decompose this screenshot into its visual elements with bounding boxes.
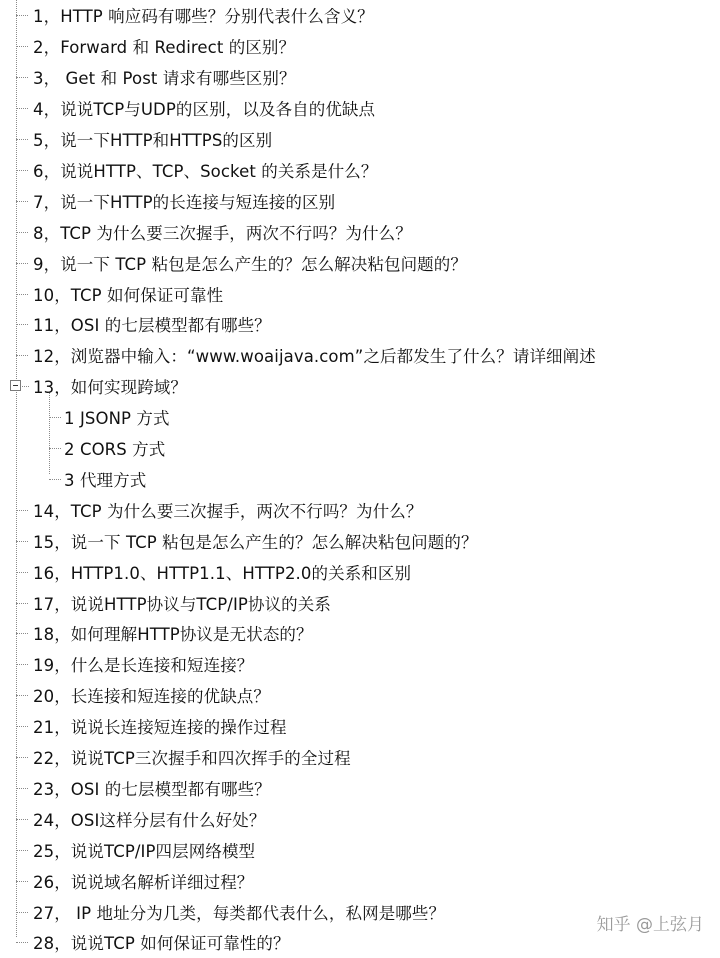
tree-connector bbox=[16, 881, 28, 882]
tree-item[interactable] bbox=[0, 587, 720, 618]
tree-connector bbox=[49, 448, 61, 449]
tree-item-label: 10，TCP 如何保证可靠性 bbox=[33, 285, 224, 305]
watermark: 知乎 @上弦月 bbox=[596, 915, 704, 935]
tree-connector bbox=[16, 726, 28, 727]
tree-item[interactable] bbox=[0, 680, 720, 711]
tree-connector bbox=[16, 541, 28, 542]
tree-item-label: 13，如何实现跨域？ bbox=[33, 378, 187, 398]
tree-item-label: 19，什么是长连接和短连接？ bbox=[33, 656, 254, 676]
tree-connector bbox=[16, 664, 28, 665]
tree-connector bbox=[16, 603, 28, 604]
tree-item-label: 2，Forward 和 Redirect 的区别？ bbox=[33, 38, 296, 58]
tree-item-label: 17，说说HTTP协议与TCP/IP协议的关系 bbox=[33, 594, 331, 614]
tree-item[interactable] bbox=[0, 556, 720, 587]
tree-item[interactable] bbox=[0, 155, 720, 186]
tree-connector bbox=[16, 201, 28, 202]
tree-connector bbox=[16, 232, 28, 233]
tree-item[interactable] bbox=[0, 216, 720, 247]
tree-item[interactable] bbox=[0, 494, 720, 525]
tree-item-label: 4，说说TCP与UDP的区别，以及各自的优缺点 bbox=[33, 100, 376, 120]
tree-connector bbox=[16, 46, 28, 47]
tree-connector bbox=[16, 170, 28, 171]
tree-item-label: 21，说说长连接短连接的操作过程 bbox=[33, 718, 287, 738]
tree-item-label: 2 CORS 方式 bbox=[64, 440, 166, 460]
tree-connector bbox=[16, 294, 28, 295]
tree-item[interactable] bbox=[0, 865, 720, 896]
tree-item[interactable] bbox=[0, 649, 720, 680]
tree-item[interactable] bbox=[0, 525, 720, 556]
tree-connector bbox=[16, 757, 28, 758]
tree-item-label: 1 JSONP 方式 bbox=[64, 409, 170, 429]
collapse-toggle-icon[interactable] bbox=[10, 380, 21, 391]
tree-item[interactable] bbox=[0, 711, 720, 742]
tree-connector bbox=[16, 263, 28, 264]
tree-item-label: 15，说一下 TCP 粘包是怎么产生的？怎么解决粘包问题的？ bbox=[33, 532, 478, 552]
tree-item-label: 1，HTTP 响应码有哪些？分别代表什么含义？ bbox=[33, 7, 374, 27]
tree-item-label: 16，HTTP1.0、HTTP1.1、HTTP2.0的关系和区别 bbox=[33, 563, 412, 583]
tree-item-label: 6，说说HTTP、TCP、Socket 的关系是什么？ bbox=[33, 161, 378, 181]
tree-connector bbox=[16, 633, 28, 634]
tree-item[interactable] bbox=[0, 278, 720, 309]
tree-item[interactable] bbox=[0, 0, 720, 31]
tree-item-label: 28，说说TCP 如何保证可靠性的？ bbox=[33, 934, 290, 954]
tree-item-label: 3， Get 和 Post 请求有哪些区别？ bbox=[33, 69, 296, 89]
tree-item[interactable] bbox=[0, 371, 720, 402]
tree-subitem[interactable] bbox=[0, 464, 720, 495]
tree-connector bbox=[16, 510, 28, 511]
tree-subitem[interactable] bbox=[0, 433, 720, 464]
tree-item-label: 26，说说域名解析详细过程？ bbox=[33, 872, 254, 892]
tree-connector bbox=[16, 77, 28, 78]
tree-item-label: 22，说说TCP三次握手和四次挥手的全过程 bbox=[33, 749, 351, 769]
tree-item-label: 9，说一下 TCP 粘包是怎么产生的？怎么解决粘包问题的？ bbox=[33, 254, 467, 274]
tree-item[interactable] bbox=[0, 31, 720, 62]
tree-connector bbox=[16, 108, 28, 109]
tree-connector bbox=[16, 788, 28, 789]
tree-item-label: 25，说说TCP/IP四层网络模型 bbox=[33, 841, 256, 861]
tree-item[interactable] bbox=[0, 773, 720, 804]
tree-item[interactable] bbox=[0, 618, 720, 649]
tree-item-label: 18，如何理解HTTP协议是无状态的？ bbox=[33, 625, 313, 645]
tree-item-label: 11，OSI 的七层模型都有哪些？ bbox=[33, 316, 271, 336]
tree-item[interactable] bbox=[0, 834, 720, 865]
tree-item[interactable] bbox=[0, 742, 720, 773]
tree-item[interactable] bbox=[0, 309, 720, 340]
tree-subitem[interactable] bbox=[0, 402, 720, 433]
tree-item-label: 23，OSI 的七层模型都有哪些？ bbox=[33, 779, 271, 799]
tree-connector bbox=[49, 479, 61, 480]
tree-item-label: 3 代理方式 bbox=[64, 470, 147, 490]
tree-connector bbox=[16, 139, 28, 140]
tree-item-label: 20，长连接和短连接的优缺点？ bbox=[33, 687, 270, 707]
tree-connector bbox=[16, 572, 28, 573]
tree-connector bbox=[16, 850, 28, 851]
tree-item[interactable] bbox=[0, 62, 720, 93]
tree-item-label: 24，OSI这样分层有什么好处？ bbox=[33, 810, 266, 830]
tree-item[interactable] bbox=[0, 247, 720, 278]
tree-item-label: 27， IP 地址分为几类，每类都代表什么，私网是哪些？ bbox=[33, 903, 446, 923]
tree-connector bbox=[16, 324, 28, 325]
tree-item-label: 12，浏览器中输入：“www.woaijava.com”之后都发生了什么？请详细阐述 bbox=[33, 347, 596, 367]
tree-connector bbox=[16, 355, 28, 356]
tree-connector bbox=[16, 819, 28, 820]
tree-item-label: 7，说一下HTTP的长连接与短连接的区别 bbox=[33, 192, 336, 212]
tree-item[interactable] bbox=[0, 124, 720, 155]
tree-item[interactable] bbox=[0, 93, 720, 124]
tree-connector bbox=[22, 386, 29, 387]
tree-item-label: 5，说一下HTTP和HTTPS的区别 bbox=[33, 131, 273, 151]
tree-connector bbox=[16, 15, 28, 16]
tree-item[interactable] bbox=[0, 340, 720, 371]
tree-connector bbox=[49, 417, 61, 418]
tree-item-label: 8，TCP 为什么要三次握手，两次不行吗？为什么？ bbox=[33, 223, 412, 243]
tree-connector bbox=[16, 912, 28, 913]
tree-connector bbox=[16, 695, 28, 696]
tree-connector bbox=[16, 942, 28, 943]
tree-item-label: 14，TCP 为什么要三次握手，两次不行吗？为什么？ bbox=[33, 501, 423, 521]
tree-item[interactable] bbox=[0, 185, 720, 216]
tree-item[interactable] bbox=[0, 803, 720, 834]
